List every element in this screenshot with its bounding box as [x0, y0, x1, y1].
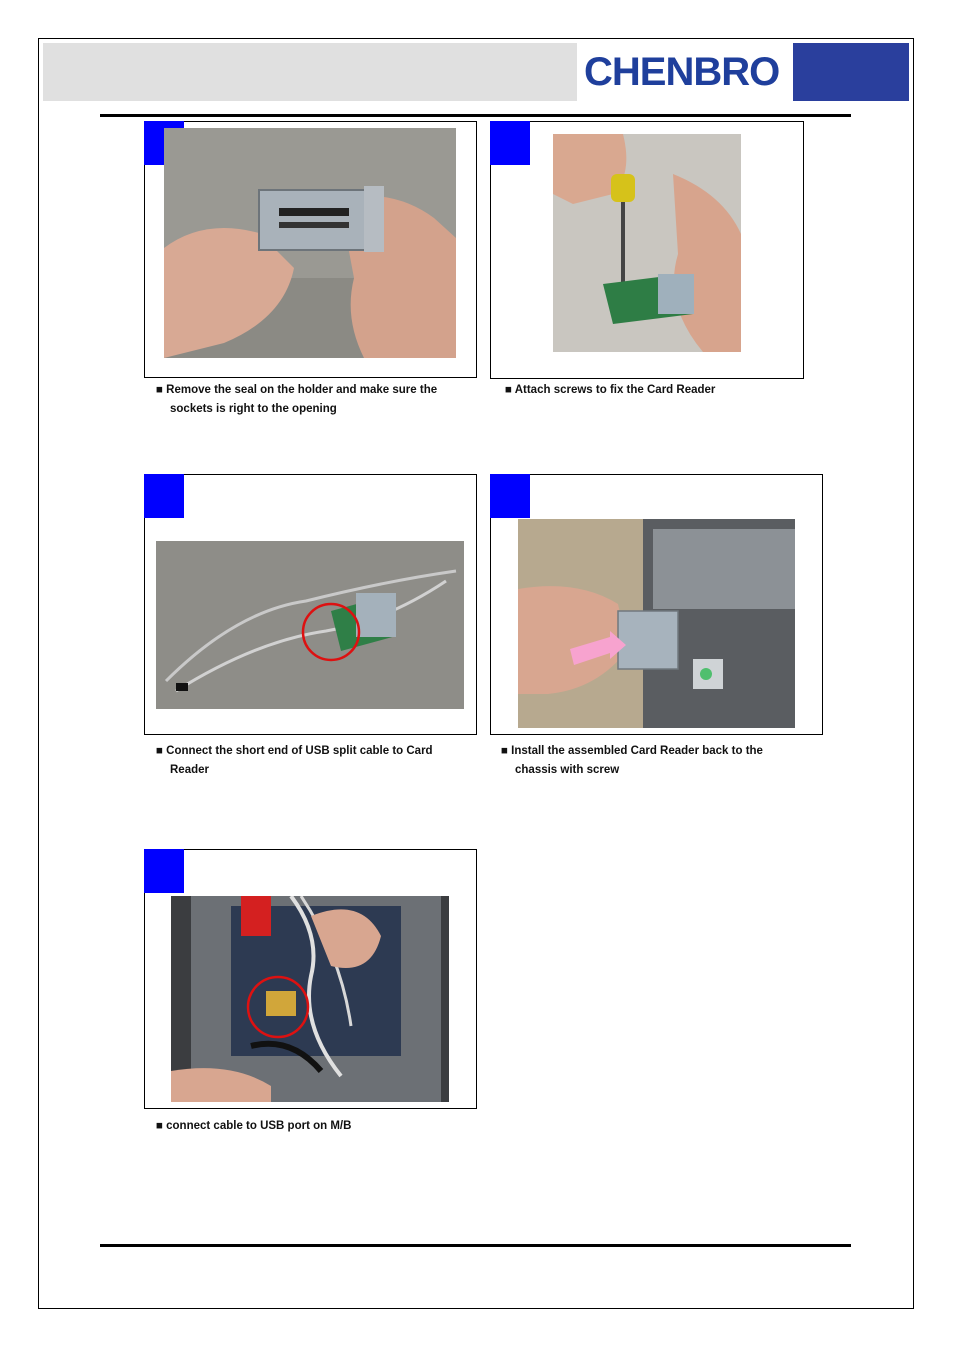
step-1-caption-line1: ■ Remove the seal on the holder and make sure the — [156, 384, 438, 396]
step-1-caption — [156, 381, 437, 419]
step-3-caption-line2: Reader — [170, 764, 209, 776]
step-4-caption-line1: ■ Install the assembled Card Reader back to the — [501, 745, 763, 757]
step-3-caption — [156, 742, 433, 780]
step-2-photo — [553, 134, 741, 352]
step-4-badge — [490, 474, 530, 518]
step-1-caption-line2: sockets is right to the opening — [170, 403, 337, 415]
step-5-photo — [171, 896, 449, 1102]
step-5-caption-line1: ■ connect cable to USB port on M/B — [156, 1120, 352, 1132]
header-bar — [43, 43, 577, 101]
step-3-photo — [156, 541, 464, 709]
step-2-caption — [505, 381, 715, 400]
chenbro-logo: CHENBRO — [584, 50, 780, 94]
step-4-caption — [501, 742, 763, 780]
step-5-caption — [156, 1117, 351, 1136]
header-accent-block — [793, 43, 909, 101]
step-5-badge — [144, 849, 184, 893]
bottom-rule — [100, 1244, 851, 1247]
step-3-badge — [144, 474, 184, 518]
step-2-badge — [490, 121, 530, 165]
step-4-caption-line2: chassis with screw — [515, 764, 620, 776]
step-4-photo — [518, 519, 795, 728]
step-1-photo — [164, 128, 456, 358]
step-3-caption-line1: ■ Connect the short end of USB split cable to Card — [156, 745, 433, 757]
top-rule — [100, 114, 851, 117]
step-2-caption-line1: ■ Attach screws to fix the Card Reader — [505, 384, 716, 396]
